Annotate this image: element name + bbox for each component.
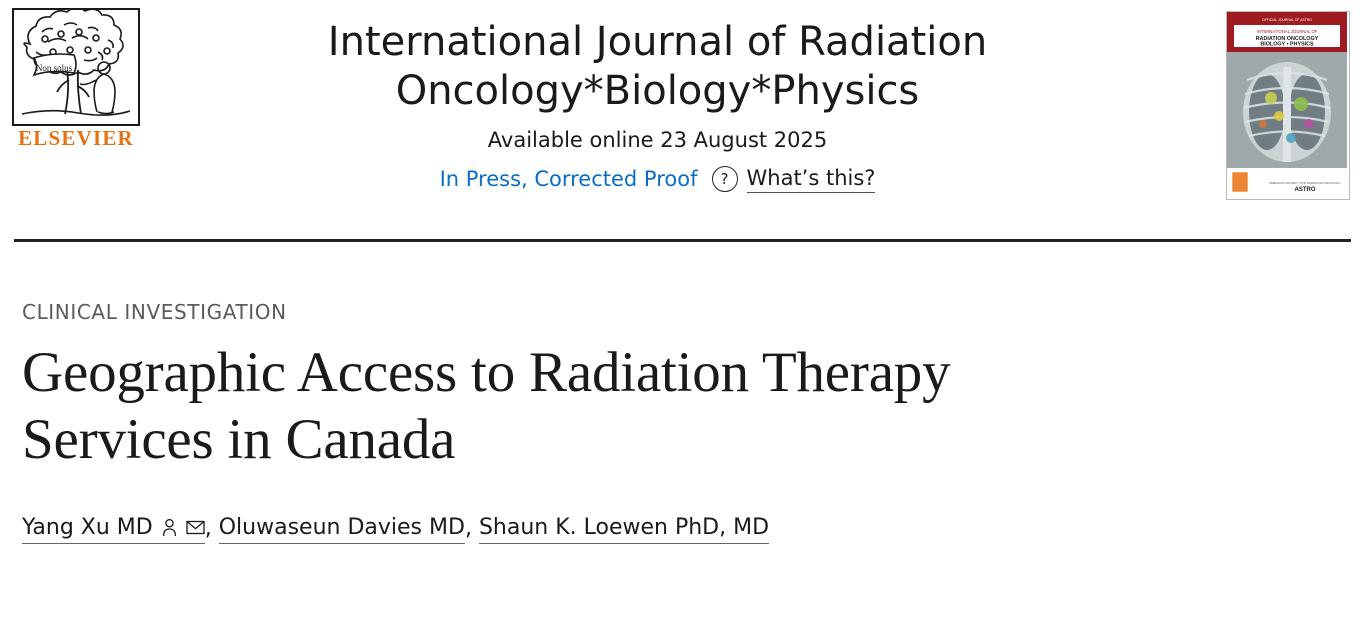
article-title-line-2: Services in Canada [22,407,456,471]
header-divider [14,239,1351,242]
availability-date: Available online 23 August 2025 [487,127,828,152]
journal-title-block [180,18,1135,193]
article-title-line-1: Geographic Access to Radiation Therapy [22,341,951,404]
svg-text:Non solus: Non solus [35,63,73,73]
author-separator-1: , [204,516,212,542]
journal-cover-art [1227,12,1347,197]
question-mark-icon: ? [712,166,738,192]
author-name-3: Shaun K. Loewen PhD, MD [478,515,770,541]
elsevier-wordmark: ELSEVIER [18,126,134,150]
page-title [22,340,1343,473]
proof-status-link[interactable]: In Press, Corrected Proof [439,167,698,192]
svg-text:BIOLOGY • PHYSICS: BIOLOGY • PHYSICS [1260,41,1314,48]
envelope-icon-glyph [186,520,205,535]
author-item-1[interactable] [22,515,205,544]
article-section-kicker: CLINICAL INVESTIGATION [22,300,287,324]
svg-text:ASTRO: ASTRO [1294,187,1316,193]
author-email-icon[interactable] [186,517,205,538]
whats-this-label: What’s this? [747,166,876,193]
article-summary [22,300,1343,544]
journal-title-line-2: Oncology*Biology*Physics [395,67,920,114]
svg-text:RADIATION ONCOLOGY: RADIATION ONCOLOGY [1255,36,1319,42]
author-person-icon[interactable] [160,517,179,538]
whats-this-button[interactable] [712,166,876,193]
author-name-2: Oluwaseun Davies MD [218,515,465,541]
author-item-2[interactable] [219,515,465,544]
author-name-1: Yang Xu MD [22,515,153,541]
journal-header [0,0,1365,240]
author-list [22,515,1343,544]
person-icon-glyph [161,518,178,537]
author-item-3[interactable] [479,515,769,544]
elsevier-tree-icon [12,8,140,126]
journal-cover-thumbnail[interactable] [1226,11,1350,200]
author-separator-2: , [464,516,472,542]
svg-text:OFFICIAL JOURNAL OF ASTRO: OFFICIAL JOURNAL OF ASTRO [1262,18,1312,22]
svg-text:AMERICAN SOCIETY FOR RADIATION: AMERICAN SOCIETY FOR RADIATION ONCOLOGY [1268,181,1342,185]
elsevier-logo[interactable] [12,8,140,158]
journal-title-line-1: International Journal of Radiation [327,19,988,65]
svg-text:INTERNATIONAL JOURNAL OF: INTERNATIONAL JOURNAL OF [1256,29,1318,34]
proof-status-row [180,166,1135,193]
